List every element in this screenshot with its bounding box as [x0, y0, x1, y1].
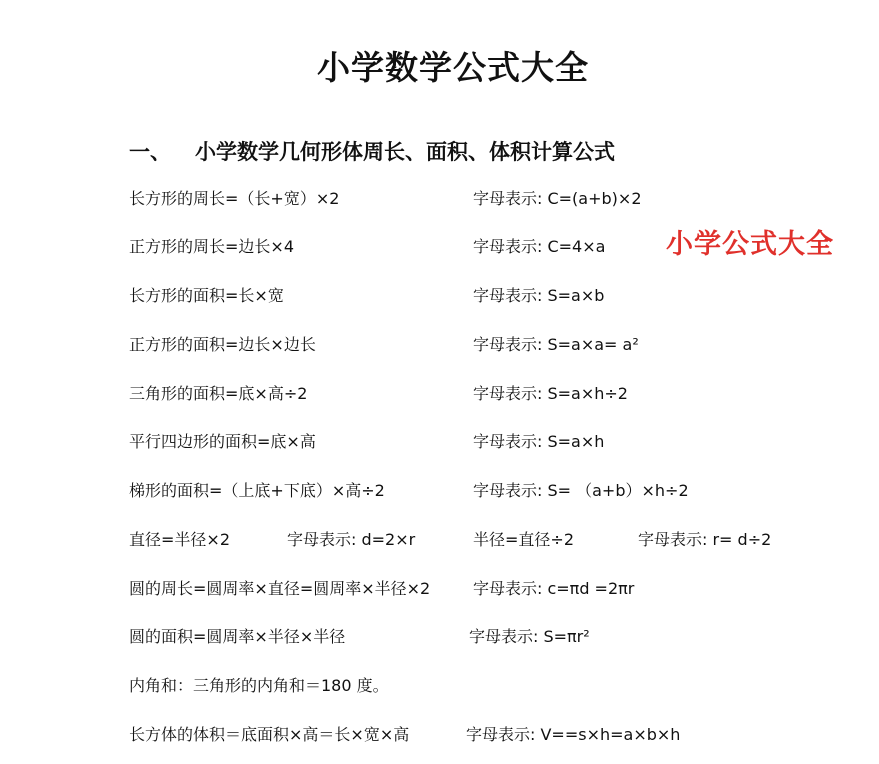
formula-rectangle-perimeter: 长方形的周长=（长+宽）×2: [129, 189, 340, 208]
section-number: 一、: [129, 140, 171, 164]
formula-circle-circumference: 圆的周长=圆周率×直径=圆周率×半径×2: [129, 579, 431, 598]
formula-cuboid-volume: 长方体的体积＝底面积×高＝长×宽×高: [129, 725, 410, 744]
watermark-label: 小学公式大全: [666, 229, 834, 260]
formula-rectangle-area: 长方形的面积=长×宽: [129, 286, 284, 305]
letter-formula-trapezoid-area: 字母表示: S= （a+b）×h÷2: [473, 481, 689, 500]
letter-formula-radius: 字母表示: r= d÷2: [638, 530, 772, 549]
formula-square-perimeter: 正方形的周长=边长×4: [129, 237, 294, 256]
section-title: 小学数学几何形体周长、面积、体积计算公式: [195, 140, 615, 164]
formula-parallelogram-area: 平行四边形的面积=底×高: [129, 432, 316, 451]
letter-formula-square-area: 字母表示: S=a×a= a²: [473, 335, 639, 354]
letter-formula-diameter: 字母表示: d=2×r: [287, 530, 416, 549]
letter-formula-triangle-area: 字母表示: S=a×h÷2: [473, 384, 628, 403]
letter-formula-square-perimeter: 字母表示: C=4×a: [473, 237, 606, 256]
formula-triangle-area: 三角形的面积=底×高÷2: [129, 384, 308, 403]
page-title: 小学数学公式大全: [317, 48, 589, 87]
letter-formula-cuboid-volume: 字母表示: V==s×h=a×b×h: [466, 725, 681, 744]
formula-trapezoid-area: 梯形的面积=（上底+下底）×高÷2: [129, 481, 385, 500]
letter-formula-rectangle-perimeter: 字母表示: C=(a+b)×2: [473, 189, 642, 208]
formula-square-area: 正方形的面积=边长×边长: [129, 335, 316, 354]
letter-formula-circle-circumference: 字母表示: c=πd =2πr: [473, 579, 635, 598]
formula-triangle-angle-sum: 内角和：三角形的内角和＝180 度。: [129, 676, 389, 695]
formula-radius: 半径=直径÷2: [473, 530, 574, 549]
letter-formula-parallelogram-area: 字母表示: S=a×h: [473, 432, 605, 451]
formula-diameter: 直径=半径×2: [129, 530, 230, 549]
letter-formula-rectangle-area: 字母表示: S=a×b: [473, 286, 605, 305]
letter-formula-circle-area: 字母表示: S=πr²: [469, 627, 590, 646]
formula-circle-area: 圆的面积=圆周率×半径×半径: [129, 627, 346, 646]
section-heading: [129, 136, 615, 166]
